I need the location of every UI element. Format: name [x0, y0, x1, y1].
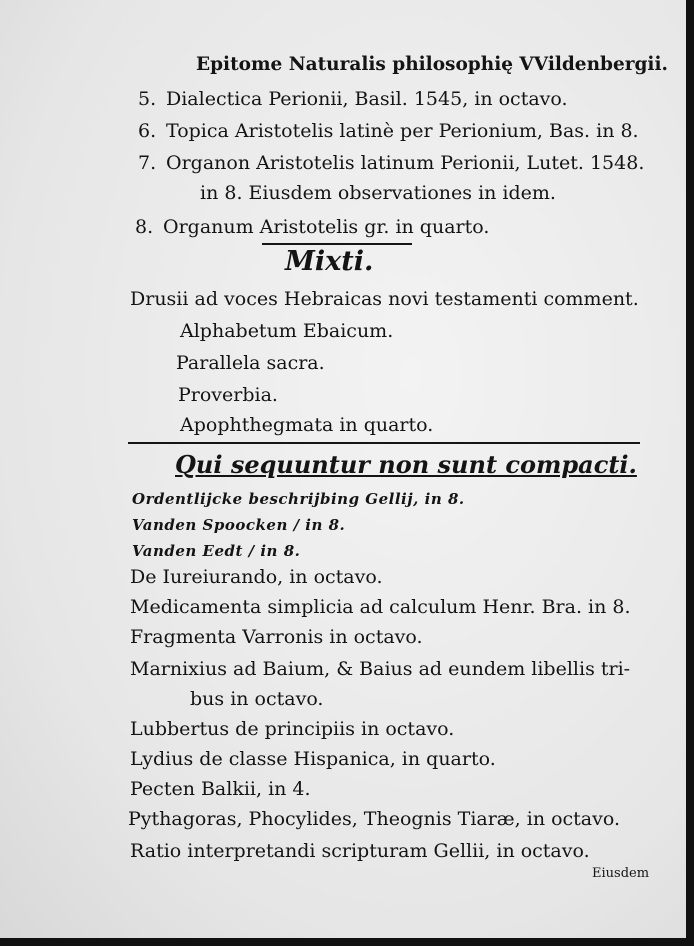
- item-number: 5.: [138, 88, 157, 110]
- list-item: [138, 118, 639, 144]
- item-text: Dialectica Perionii, Basil. 1545, in octavo.: [166, 88, 568, 110]
- item-number: 7.: [138, 152, 157, 174]
- gothic-line: Ordentlijcke beschrijbing Gellij, in 8.: [132, 490, 465, 508]
- unbound-line: Lubbertus de principiis in octavo.: [130, 718, 455, 740]
- unbound-line: Medicamenta simplicia ad calculum Henr. Bra. in 8.: [130, 596, 631, 618]
- mixti-line: Drusii ad voces Hebraicas novi testamenti comment.: [130, 288, 639, 310]
- mixti-heading: Mixti.: [285, 246, 374, 277]
- unbound-heading: Qui sequuntur non sunt compacti.: [175, 450, 637, 479]
- list-item: [138, 150, 644, 176]
- unbound-line: Fragmenta Varronis in octavo.: [130, 626, 423, 648]
- list-item-continuation: [200, 180, 556, 206]
- mixti-line: Apophthegmata in quarto.: [180, 414, 434, 436]
- item-text: Topica Aristotelis latinè per Perionium, Bas. in 8.: [166, 120, 639, 142]
- item-text: in 8. Eiusdem observationes in idem.: [200, 182, 556, 204]
- list-item: [135, 214, 489, 240]
- gothic-line: Vanden Spoocken / in 8.: [132, 516, 346, 534]
- mixti-line: Alphabetum Ebaicum.: [180, 320, 394, 342]
- unbound-line: Ratio interpretandi scripturam Gellii, in octavo.: [130, 840, 590, 862]
- unbound-line: Lydius de classe Hispanica, in quarto.: [130, 748, 496, 770]
- section-divider: [262, 243, 412, 245]
- item-number: 6.: [138, 120, 157, 142]
- item-number: 8.: [135, 216, 154, 238]
- unbound-line: Pythagoras, Phocylides, Theognis Tiaræ, in octavo.: [128, 808, 621, 830]
- item-text: Organum Aristotelis gr. in quarto.: [163, 216, 490, 238]
- unbound-line: De Iureiurando, in octavo.: [130, 566, 383, 588]
- catchword: Eiusdem: [592, 866, 650, 881]
- list-item: [138, 86, 568, 112]
- gothic-line: Vanden Eedt / in 8.: [132, 542, 301, 560]
- unbound-line: bus in octavo.: [190, 688, 324, 710]
- item-text: Organon Aristotelis latinum Perionii, Lutet. 1548.: [166, 152, 645, 174]
- section-divider: [128, 442, 640, 444]
- mixti-line: Parallela sacra.: [176, 352, 325, 374]
- unbound-line: Pecten Balkii, in 4.: [130, 778, 311, 800]
- mixti-line: Proverbia.: [178, 384, 278, 406]
- page-header: Epitome Naturalis philosophię VVildenbergii.: [196, 54, 668, 75]
- unbound-line: Marnixius ad Baium, & Baius ad eundem libellis tri-: [130, 658, 631, 680]
